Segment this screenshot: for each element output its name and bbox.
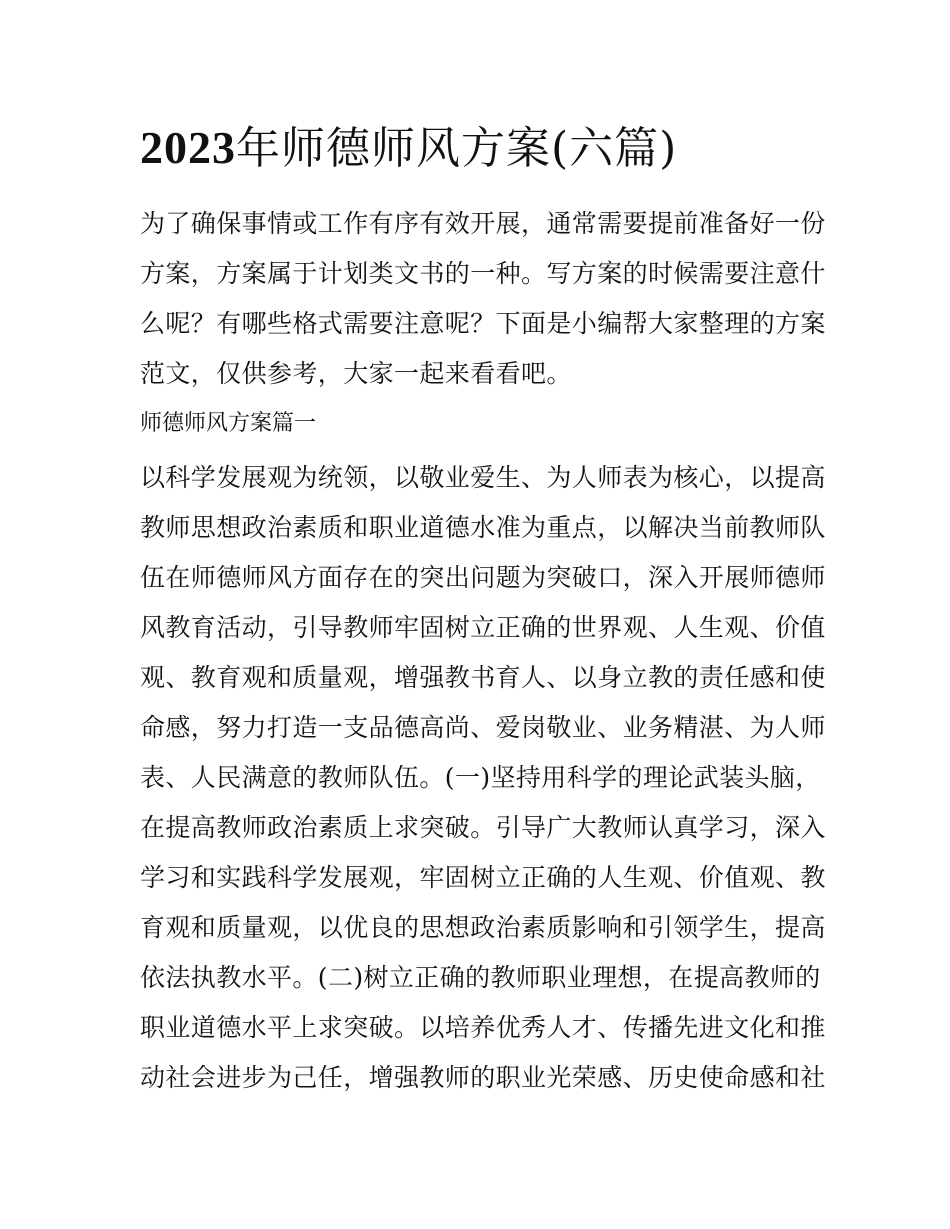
- intro-line: 范文，仅供参考，大家一起来看看吧。: [140, 359, 572, 388]
- content-line: 以科学发展观为统领，以敬业爱生、为人师表为核心，以提高: [140, 463, 826, 492]
- content-line: 在提高教师政治素质上求突破。引导广大教师认真学习，深入: [140, 813, 826, 842]
- content-line: 表、人民满意的教师队伍。(一)坚持用科学的理论武装头脑，: [140, 763, 821, 792]
- content-line: 育观和质量观，以优良的思想政治素质影响和引领学生，提高: [140, 913, 826, 942]
- content-line: 风教育活动，引导教师牢固树立正确的世界观、人生观、价值: [140, 613, 826, 642]
- title-year: 2023: [140, 122, 236, 173]
- content-line: 学习和实践科学发展观，牢固树立正确的人生观、价值观、教: [140, 863, 826, 892]
- intro-paragraph: [140, 199, 826, 399]
- title-text: 年师德师风方案(六篇): [236, 123, 678, 174]
- content-line: 教师思想政治素质和职业道德水准为重点，以解决当前教师队: [140, 513, 826, 542]
- content-line: 动社会进步为己任，增强教师的职业光荣感、历史使命感和社: [140, 1063, 826, 1092]
- content-paragraph: [140, 453, 826, 1103]
- document-title: [140, 118, 820, 179]
- content-line: 命感，努力打造一支品德高尚、爱岗敬业、业务精湛、为人师: [140, 713, 826, 742]
- intro-line: 为了确保事情或工作有序有效开展，通常需要提前准备好一份: [140, 209, 826, 238]
- content-line: 职业道德水平上求突破。以培养优秀人才、传播先进文化和推: [140, 1013, 826, 1042]
- content-line: 观、教育观和质量观，增强教书育人、以身立教的责任感和使: [140, 663, 826, 692]
- intro-line: 么呢？有哪些格式需要注意呢？下面是小编帮大家整理的方案: [140, 309, 826, 338]
- section-heading: 师德师风方案篇一: [140, 411, 317, 436]
- intro-line: 方案，方案属于计划类文书的一种。写方案的时候需要注意什: [140, 259, 826, 288]
- content-line: 依法执教水平。(二)树立正确的教师职业理想，在提高教师的: [140, 963, 821, 992]
- content-line: 伍在师德师风方面存在的突出问题为突破口，深入开展师德师: [140, 563, 826, 592]
